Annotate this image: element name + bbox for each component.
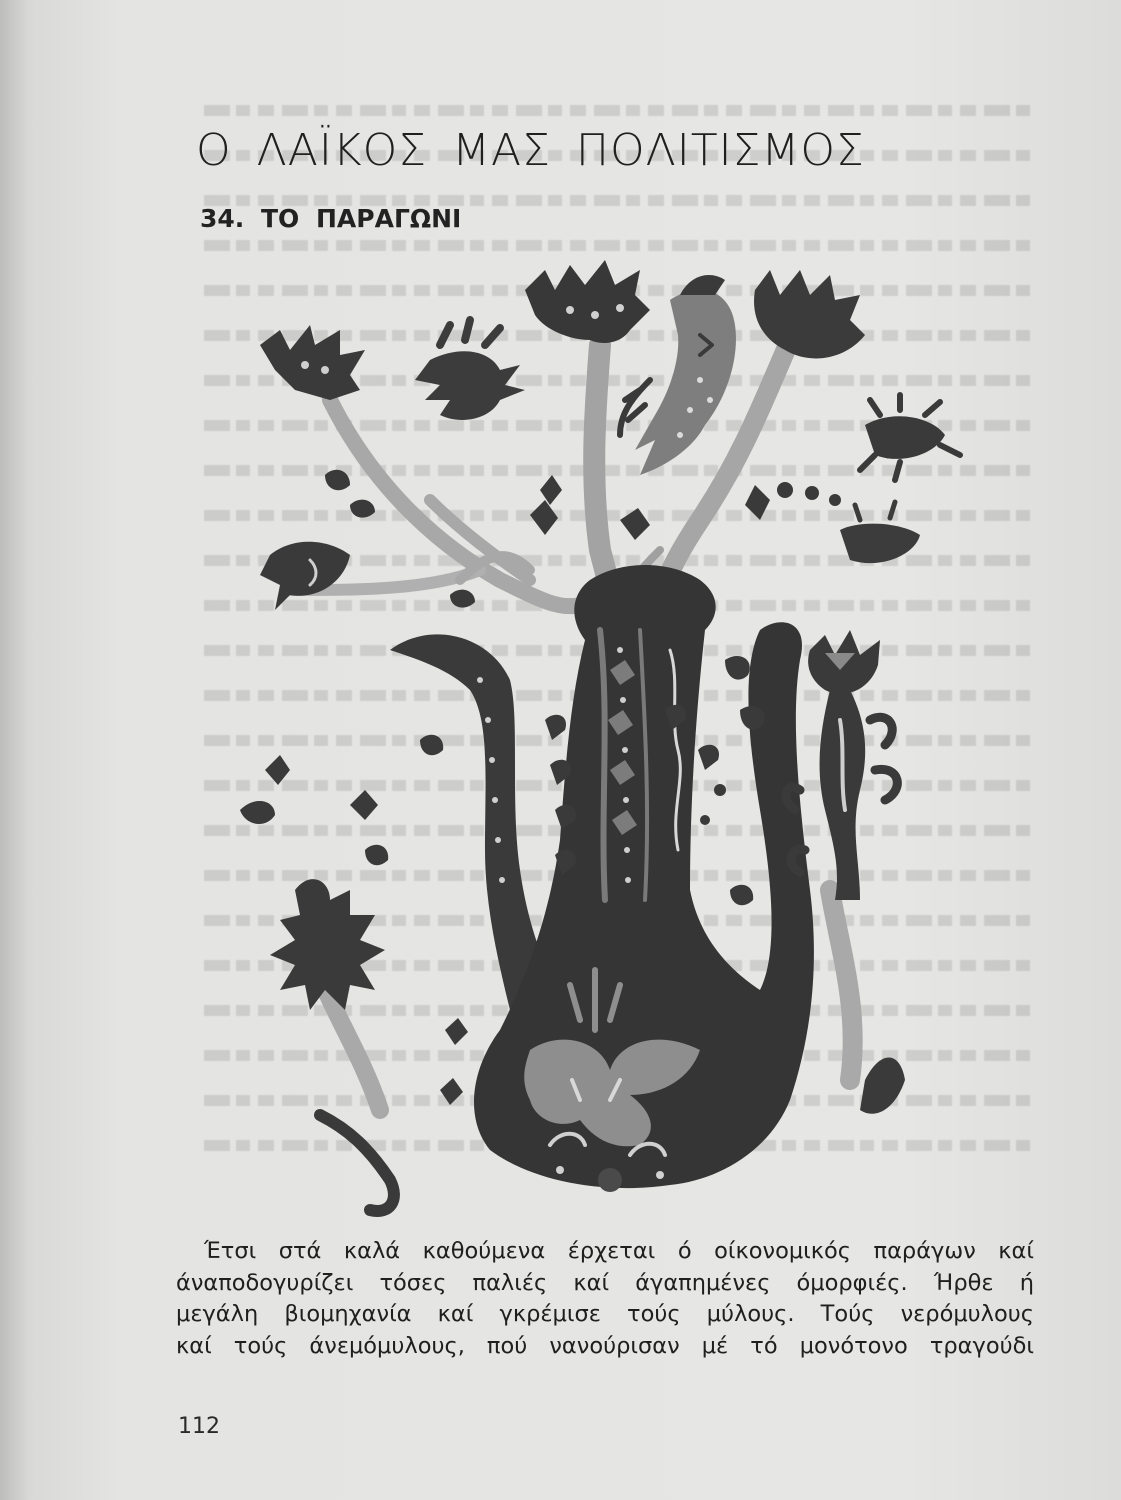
section-heading: 34. ΤΟ ΠΑΡΑΓΩΝΙ (200, 203, 462, 233)
page-number: 112 (178, 1414, 220, 1439)
text-line: μεγάλη βιομηχανία καί γκρέμισε τούς μύλους. Τούς νερόμυλους (176, 1301, 1034, 1327)
text-line: άναποδογυρίζει τόσες παλιές καί άγαπημένες όμορφιές. Ήρθε ή (176, 1269, 1034, 1296)
text-line: Έτσι στά καλά καθούμενα έρχεται ό οίκονομικός παράγων καί (204, 1238, 1034, 1264)
chapter-title: Ο ΛΑΪΚΟΣ ΜΑΣ ΠΟΛΙΤΙΣΜΟΣ (196, 125, 865, 177)
body-paragraph (176, 1236, 1034, 1362)
vase-with-flowers (240, 260, 960, 1211)
text-line: καί τούς άνεμόμυλους, πού νανούρισαν μέ τό μονότονο τραγούδι (176, 1332, 1034, 1359)
folk-art-illustration (200, 250, 990, 1230)
